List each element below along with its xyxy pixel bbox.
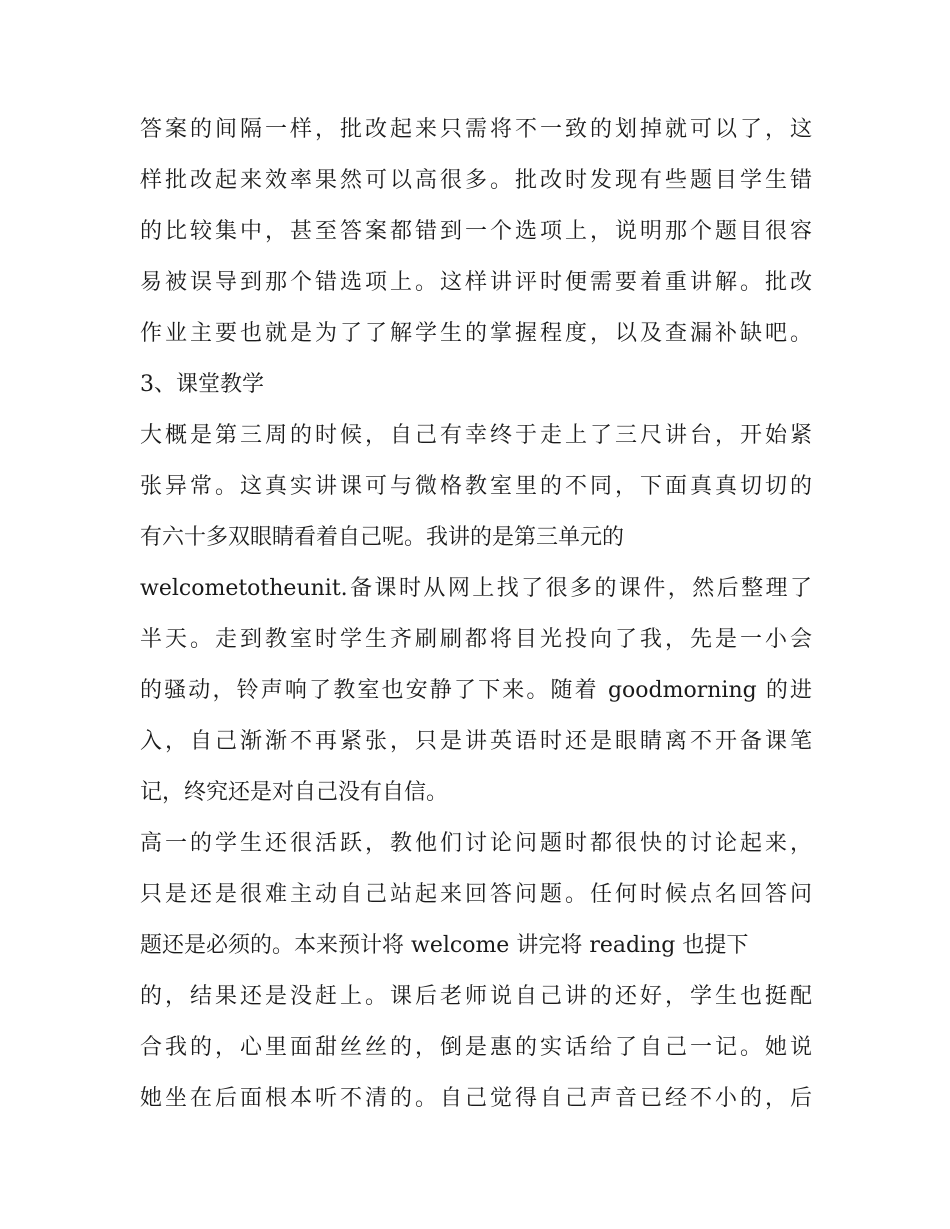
text-line: 的比较集中，甚至答案都错到一个选项上，说明那个题目很容 <box>140 219 812 244</box>
text-line: 半天。走到教室时学生齐刷刷都将目光投向了我，先是一小会 <box>140 627 812 652</box>
text-line: 她坐在后面根本听不清的。自己觉得自己声音已经不小的，后 <box>140 1086 812 1111</box>
text-line: welcometotheunit.备课时从网上找了很多的课件，然后整理了 <box>140 576 812 601</box>
document-body <box>140 110 812 1130</box>
text-line: 入，自己渐渐不再紧张，只是讲英语时还是眼睛离不开备课笔 <box>140 729 812 754</box>
text-line: 张异常。这真实讲课可与微格教室里的不同，下面真真切切的 <box>140 474 812 499</box>
text-line: 作业主要也就是为了了解学生的掌握程度，以及查漏补缺吧。 <box>140 321 812 346</box>
text-line: 3、课堂教学 <box>140 372 264 397</box>
text-line: 的骚动，铃声响了教室也安静了下来。随着 goodmorning 的进 <box>140 678 812 703</box>
text-line: 合我的，心里面甜丝丝的，倒是惠的实话给了自己一记。她说 <box>140 1035 812 1060</box>
text-line: 样批改起来效率果然可以高很多。批改时发现有些题目学生错 <box>140 168 812 193</box>
text-line: 记，终究还是对自己没有自信。 <box>140 780 449 805</box>
text-line: 答案的间隔一样，批改起来只需将不一致的划掉就可以了，这 <box>140 117 812 142</box>
text-line: 只是还是很难主动自己站起来回答问题。任何时候点名回答问 <box>140 882 812 907</box>
text-line: 大概是第三周的时候，自己有幸终于走上了三尺讲台，开始紧 <box>140 423 812 448</box>
text-line: 题还是必须的。本来预计将 welcome 讲完将 reading 也提下 <box>140 933 749 958</box>
text-line: 高一的学生还很活跃，教他们讨论问题时都很快的讨论起来， <box>140 831 812 856</box>
text-line: 有六十多双眼睛看着自己呢。我讲的是第三单元的 <box>140 525 625 550</box>
text-line: 的，结果还是没赶上。课后老师说自己讲的还好，学生也挺配 <box>140 984 812 1009</box>
text-line: 易被误导到那个错选项上。这样讲评时便需要着重讲解。批改 <box>140 270 812 295</box>
